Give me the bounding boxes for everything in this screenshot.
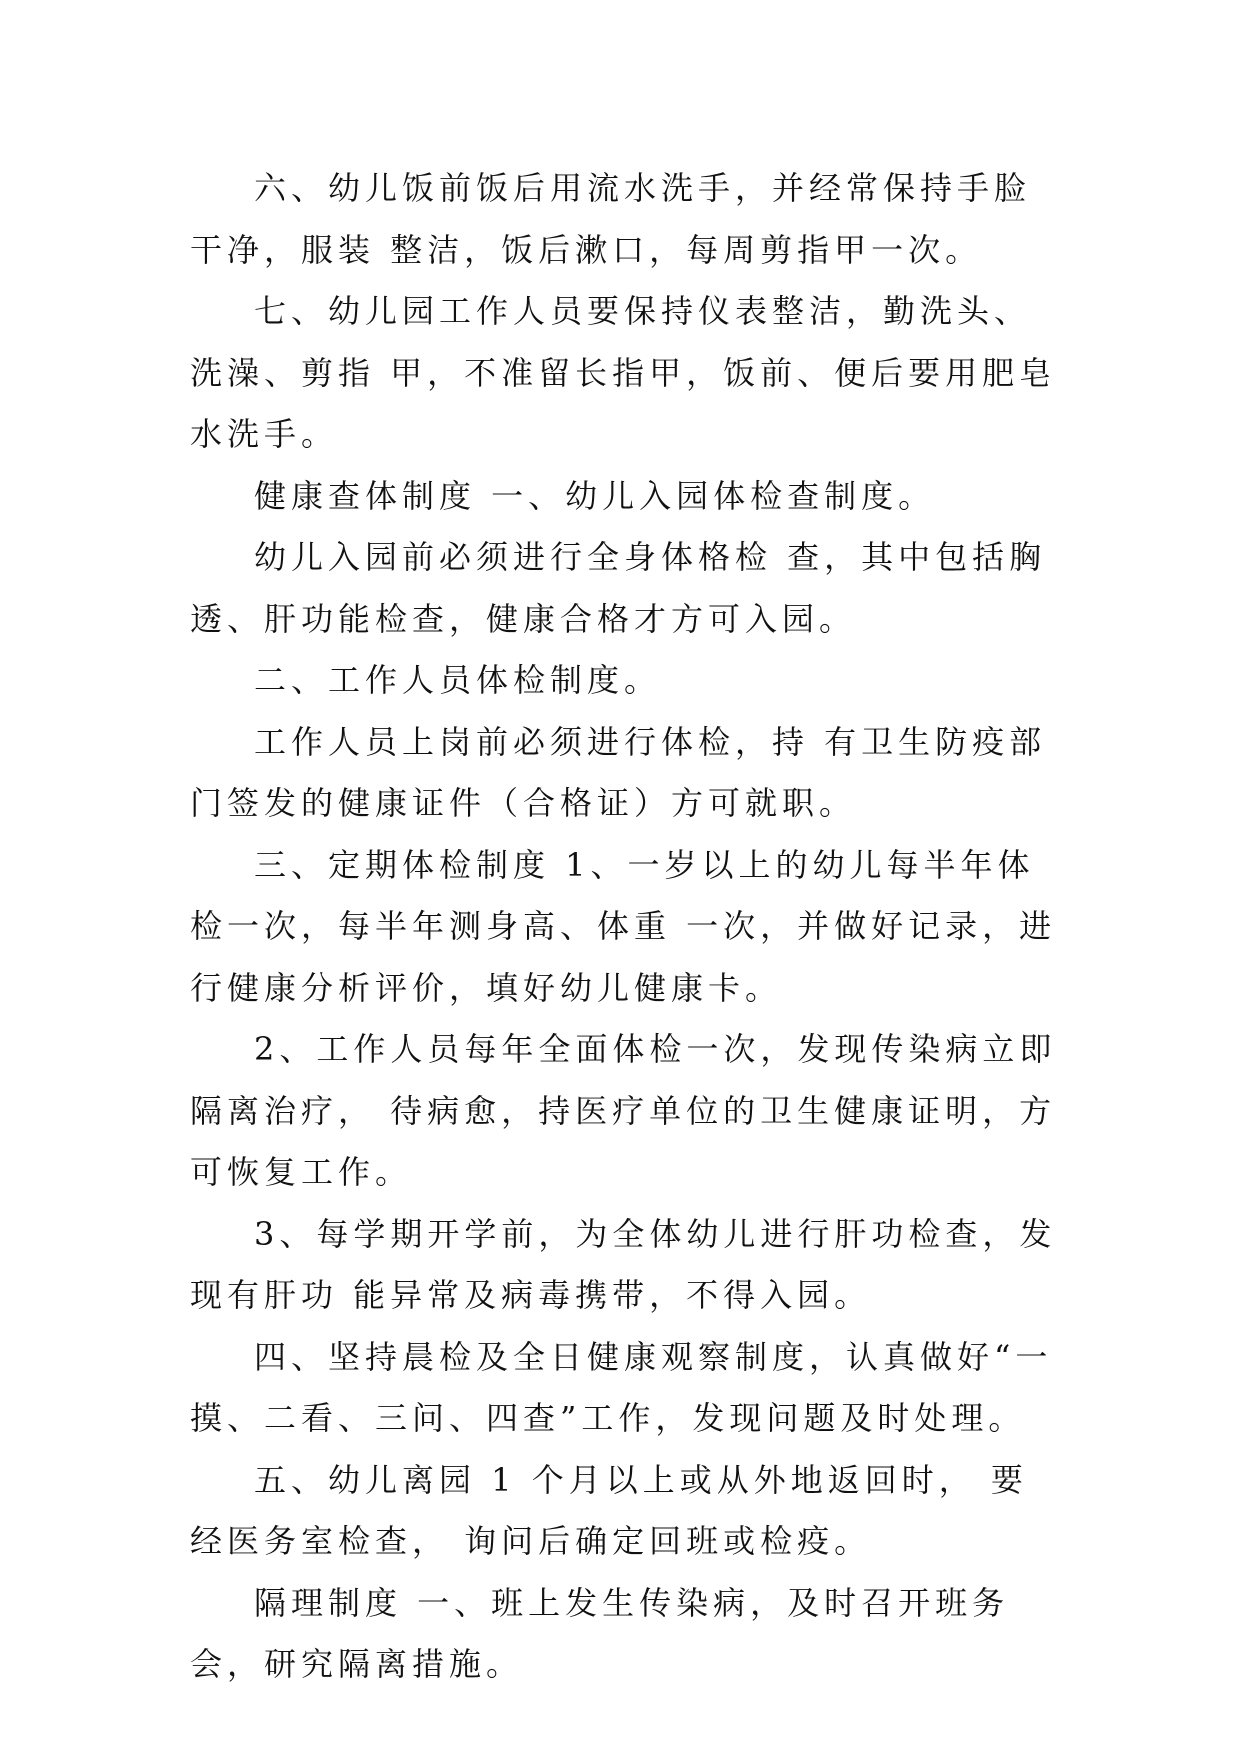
- paragraph-9: 3、每学期开学前，为全体幼儿进行肝功检查，发现有肝功 能异常及病毒携带，不得入园。: [190, 1214, 1057, 1314]
- paragraph-6: 工作人员上岗前必须进行体检，持 有卫生防疫部门签发的健康证件（合格证）方可就职。: [190, 722, 1047, 822]
- paragraph-5: 二、工作人员体检制度。: [254, 661, 662, 699]
- paragraph-1: 六、幼儿饭前饭后用流水洗手，并经常保持手脸干净，服装 整洁，饭后漱口，每周剪指甲一次。: [190, 169, 1032, 269]
- paragraph-8: 2、工作人员每年全面体检一次，发现传染病立即隔离治疗， 待病愈，持医疗单位的卫生健康证明，方可恢复工作。: [190, 1030, 1057, 1191]
- paragraph-2: 七、幼儿园工作人员要保持仪表整洁，勤洗头、洗澡、剪指 甲，不准留长指甲，饭前、便后要用肥皂水洗手。: [190, 292, 1057, 453]
- paragraph-12: 隔理制度 一、班上发生传染病，及时召开班务会，研究隔离措施。: [190, 1583, 1010, 1683]
- paragraph-4: 幼儿入园前必须进行全身体格检 查，其中包括胸透、肝功能检查，健康合格才方可入园。: [190, 538, 1047, 638]
- document-body: [190, 158, 1060, 1696]
- paragraph-7: 三、定期体检制度 1、一岁以上的幼儿每半年体检一次，每半年测身高、体重 一次，并做好记录，进行健康分析评价，填好幼儿健康卡。: [190, 845, 1057, 1007]
- paragraph-3: 健康查体制度 一、幼儿入园体检查制度。: [254, 476, 936, 515]
- paragraph-11: 五、幼儿离园 1 个月以上或从外地返回时， 要经医务室检查， 询问后确定回班或检疫。: [190, 1460, 1028, 1560]
- paragraph-10: 四、坚持晨检及全日健康观察制度，认真做好“一摸、二看、三问、四查”工作，发现问题及时处理。: [190, 1337, 1053, 1437]
